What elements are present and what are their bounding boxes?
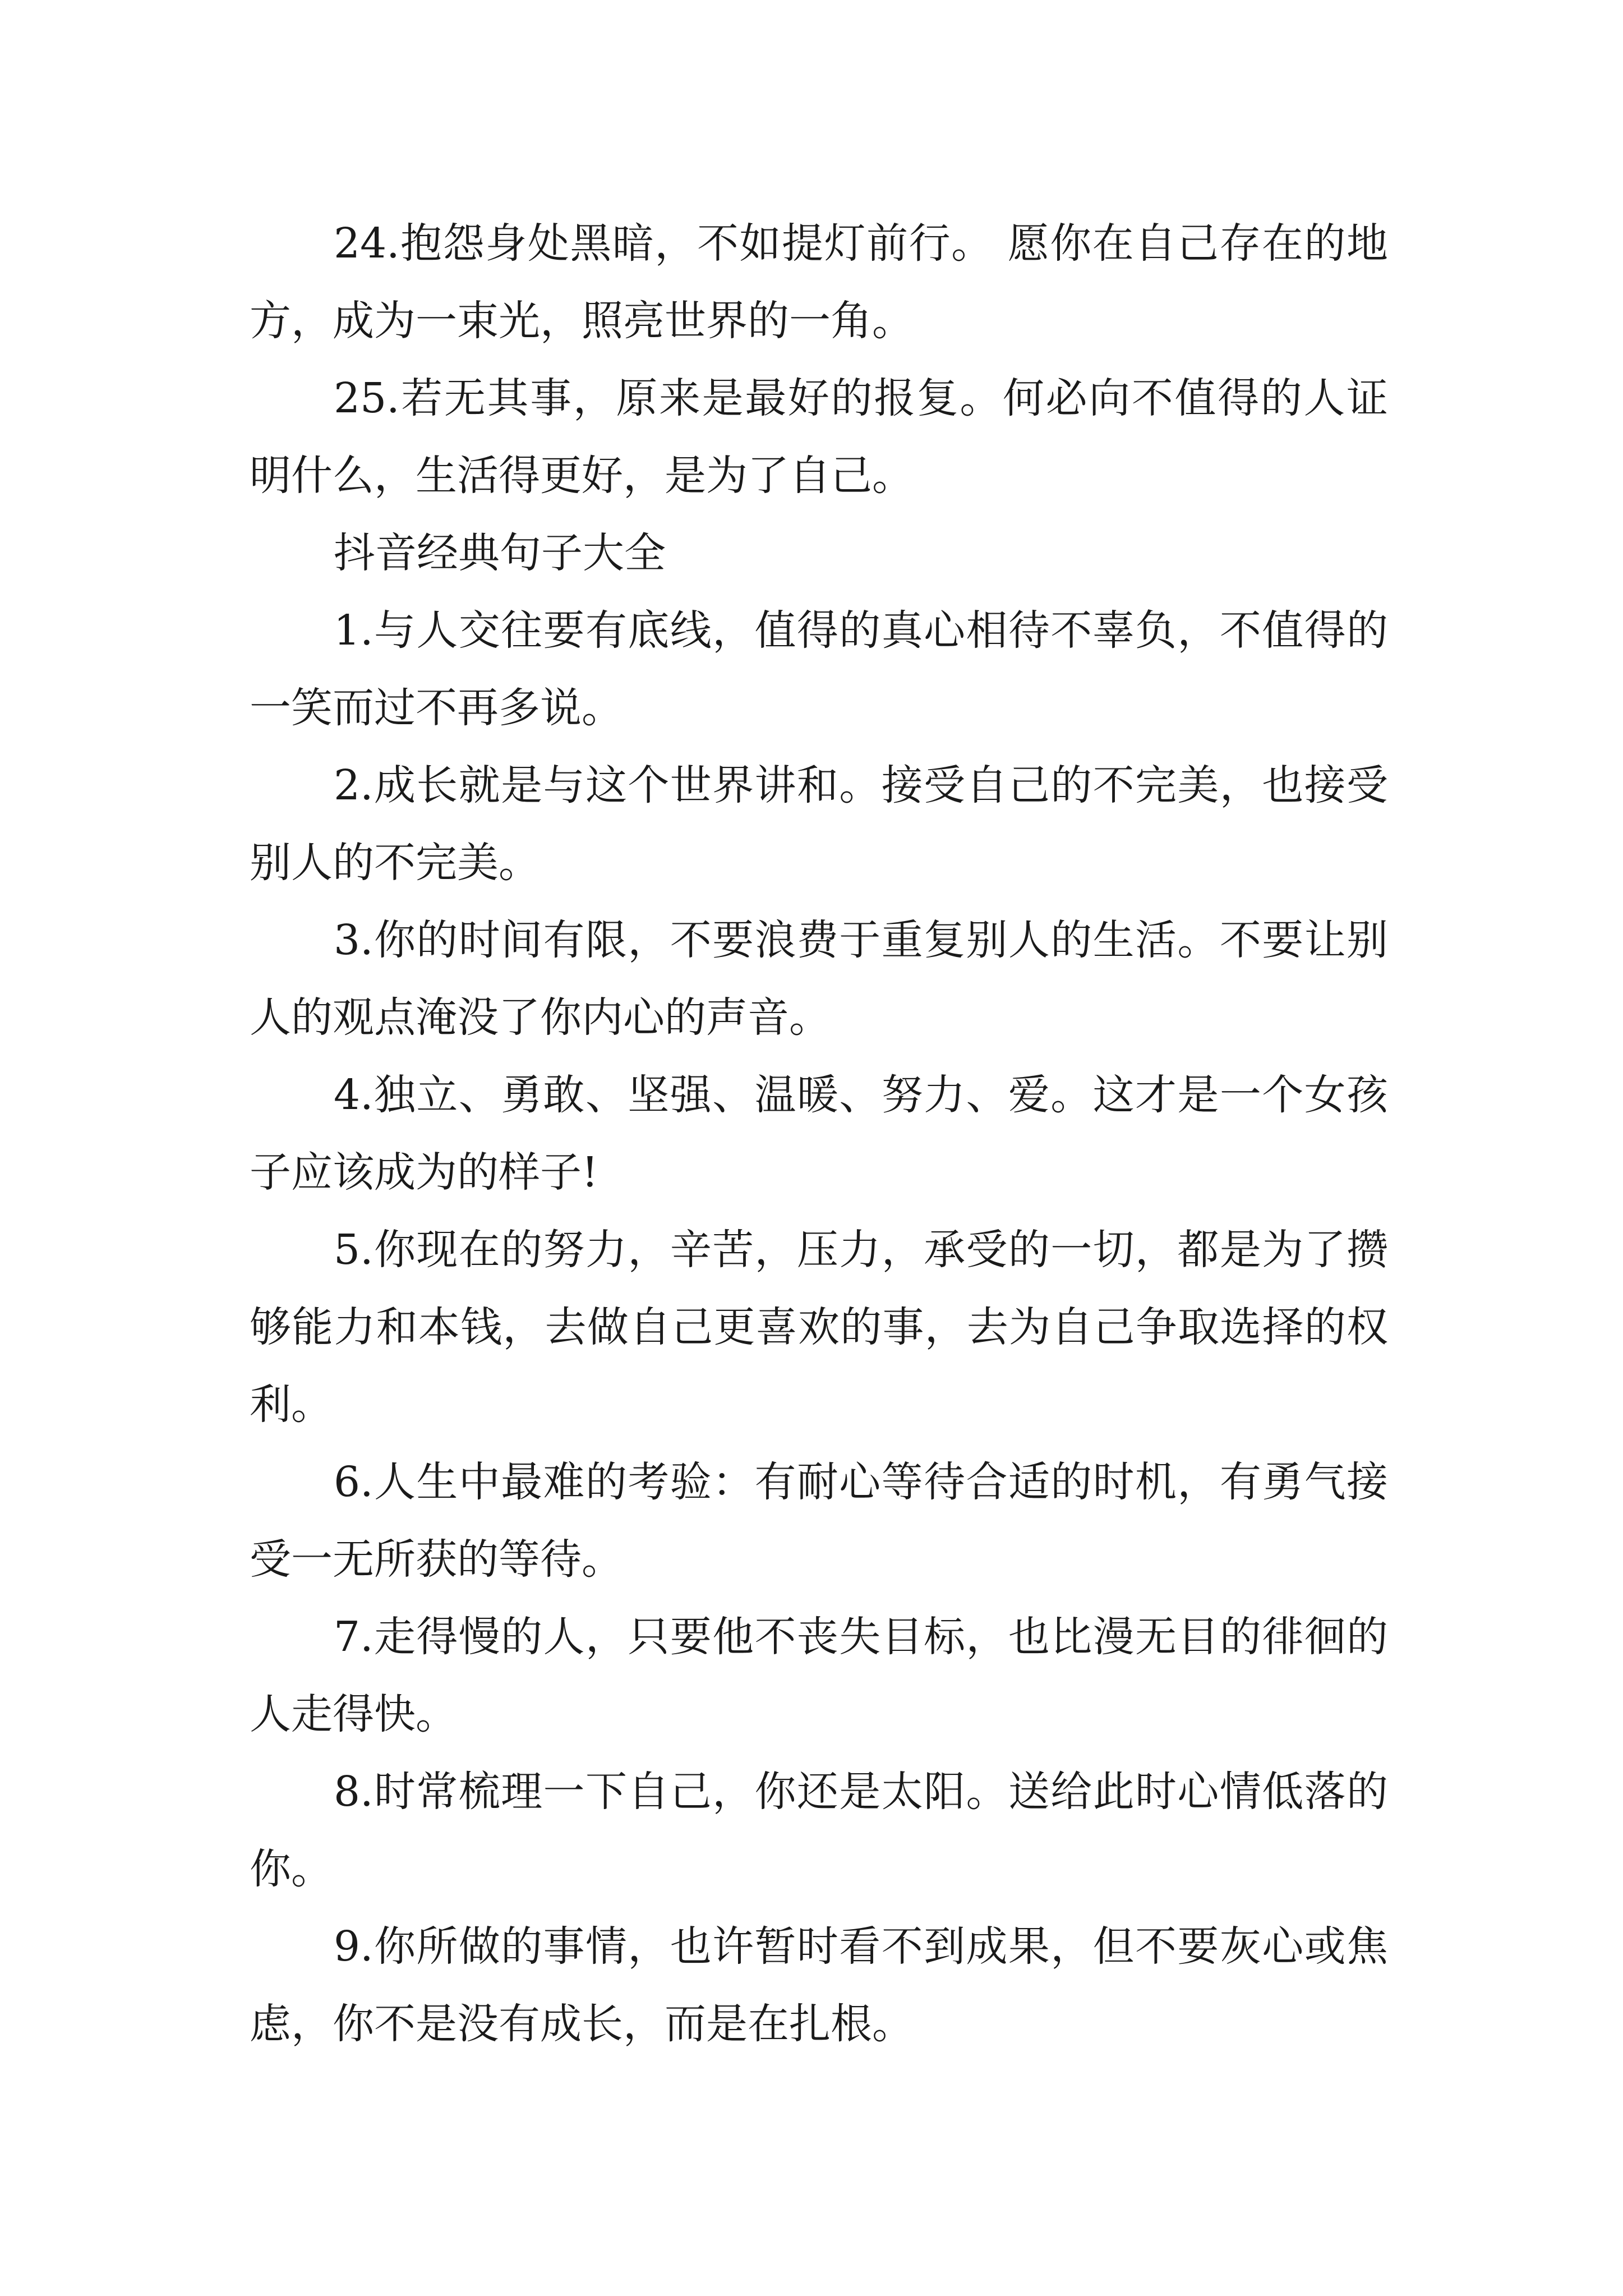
- list-item-5: 5.你现在的努力，辛苦，压力，承受的一切，都是为了攒够能力和本钱，去做自己更喜欢的事，去为自己争取选择的权利。: [250, 1226, 1388, 1429]
- list-item-6: 6.人生中最难的考验：有耐心等待合适的时机，有勇气接受一无所获的等待。: [250, 1458, 1388, 1584]
- list-item-9: 9.你所做的事情，也许暂时看不到成果，但不要灰心或焦虑，你不是没有成长，而是在扎根。: [250, 1922, 1388, 2048]
- paragraph-24: 24.抱怨身处黑暗，不如提灯前行。 愿你在自己存在的地方，成为一束光，照亮世界的一角。: [250, 219, 1388, 345]
- list-item-1: 1.与人交往要有底线，值得的真心相待不辜负，不值得的一笑而过不再多说。: [250, 606, 1388, 732]
- document-body: [250, 205, 1388, 2063]
- list-item-8: 8.时常梳理一下自己，你还是太阳。送给此时心情低落的你。: [250, 1768, 1388, 1893]
- list-item-3: 3.你的时间有限，不要浪费于重复别人的生活。不要让别人的观点淹没了你内心的声音。: [250, 916, 1388, 1042]
- list-item-2: 2.成长就是与这个世界讲和。接受自己的不完美，也接受别人的不完美。: [250, 761, 1388, 887]
- list-item-4: 4.独立、勇敢、坚强、温暖、努力、爱。这才是一个女孩子应该成为的样子!: [250, 1071, 1388, 1197]
- paragraph-25: 25.若无其事，原来是最好的报复。何必向不值得的人证明什么，生活得更好，是为了自己。: [250, 374, 1388, 500]
- list-item-7: 7.走得慢的人，只要他不丧失目标，也比漫无目的徘徊的人走得快。: [250, 1613, 1388, 1738]
- section-title: 抖音经典句子大全: [334, 529, 666, 577]
